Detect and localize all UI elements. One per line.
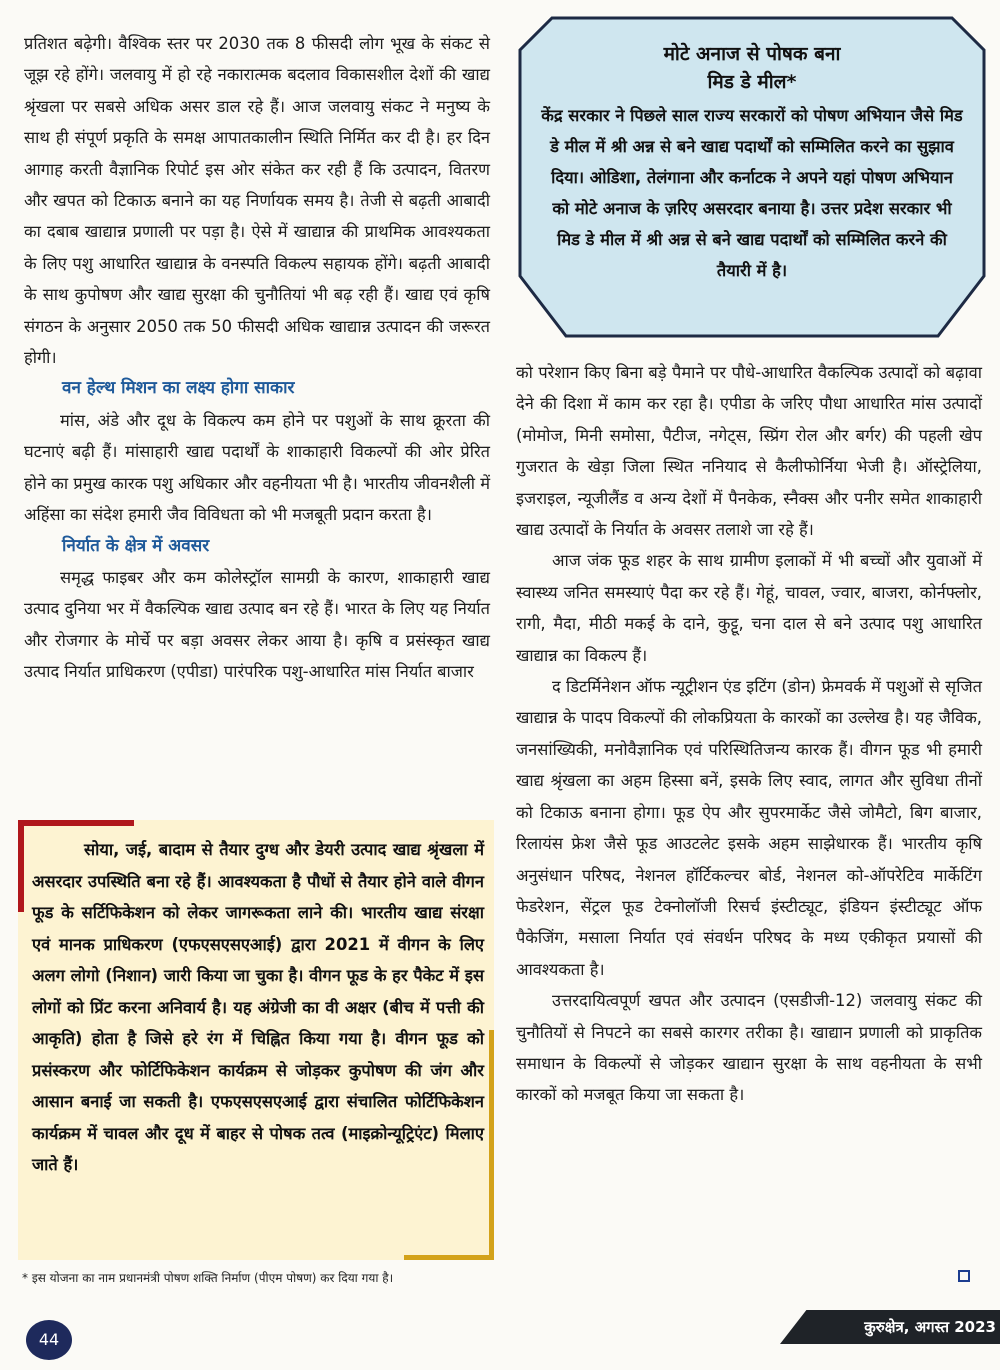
left-paragraph-3: समृद्ध फाइबर और कम कोलेस्ट्रॉल सामग्री के कारण, शाकाहारी खाद्य उत्पाद दुनिया भर में वैकल्पिक खाद्य उत्पाद बन रहे हैं। भारत के लिए यह निर्यात और रोजगार के मोर्चे पर बड़ा अवसर लेकर आया है। कृषि व प्रसंस्कृत खाद्य उत्पाद निर्यात प्राधिकरण (एपीडा) पारंपरिक पशु-आधारित मांस निर्यात बाजार xyxy=(24,567,490,682)
right-paragraph-1: को परेशान किए बिना बड़े पैमाने पर पौधे-आधारित वैकल्पिक उत्पादों को बढ़ावा देने की दिशा में काम कर रहा है। एपीडा के जरिए पौधा आधारित मांस उत्पादों (मोमोज, मिनी समोसा, पैटीज, नगेट्स, स्प्रिंग रोल और बर्गर) की पहली खेप गुजरात के खेड़ा जिला स्थित ननियाद से कैलीफोर्निया भेजी है। ऑस्ट्रेलिया, इजराइल, न्यूजीलैंड व अन्य देशों में पैनकेक, स्नैक्स और पनीर समेत शाकाहारी खाद्य उत्पादों के निर्यात के अवसर तलाशे जा रहे हैं। xyxy=(516,363,982,540)
corner-accent-right xyxy=(489,1030,494,1260)
section-heading-export: निर्यात के क्षेत्र में अवसर xyxy=(62,535,210,556)
footnote: * इस योजना का नाम प्रधानमंत्री पोषण शक्ति निर्माण (पीएम पोषण) कर दिया गया है। xyxy=(22,1271,394,1285)
section-heading-one-health: वन हेल्थ मिशन का लक्ष्य होगा साकार xyxy=(62,378,295,399)
highlight-text: सोया, जई, बादाम से तैयार दुग्ध और डेयरी उत्पाद खाद्य श्रृंखला में असरदार उपस्थिति बना रहे हैं। आवश्यकता है पौधों से तैयार होने वाले वीगन फूड के सर्टिफिकेशन को लेकर जागरूकता लाने की। भारतीय खाद्य संरक्षा एवं मानक प्राधिकरण (एफएसएसएआई) द्वारा 2021 में वीगन के लिए अलग लोगो (निशान) जारी किया जा चुका है। वीगन फूड के हर पैकेट में इस लोगों को प्रिंट करना अनिवार्य है। यह अंग्रेजी का वी अक्षर (बीच में पत्ती की आकृति) होता है जिसे हरे रंग में चिह्नित किया गया है। वीगन फूड को प्रसंस्करण और फोर्टिफिकेशन कार्यक्रम से जोड़कर कुपोषण की जंग और आसान बनाई जा सकती है। एफएसएसएआई द्वारा संचालित फोर्टिफिकेशन कार्यक्रम में चावल और दूध में बाहर से पोषक तत्व (माइक्रोन्यूट्रिएंट) मिलाए जाते हैं। xyxy=(32,840,484,1174)
left-paragraph-2: मांस, अंडे और दूध के विकल्प कम होने पर पशुओं के साथ क्रूरता की घटनाएं बढ़ी हैं। मांसाहारी खाद्य पदार्थों के शाकाहारी विकल्पों की ओर प्रेरित होने का प्रमुख कारक पशु अधिकार और वहनीयता भी है। भारतीय जीवनशैली में अहिंसा का संदेश हमारी जैव विविधता को भी मजबूती प्रदान करता है। xyxy=(24,410,490,525)
article-end-mark xyxy=(958,1270,970,1282)
right-paragraph-3: द डिटर्मिनेशन ऑफ न्यूट्रीशन एंड इटिंग (डोन) फ्रेमवर्क में पशुओं से सृजित खाद्यान्न के पादप विकल्पों की लोकप्रियता के कारकों का उल्लेख है। यह जैविक, जनसांख्यिकी, मनोवैज्ञानिक एवं परिस्थितिजन्य कारक हैं। वीगन फूड भी हमारी खाद्य श्रृंखला का अहम हिस्सा बनें, इसके लिए स्वाद, लागत और सुविधा तीनों को टिकाऊ बनाना होगा। फूड ऐप और सुपरमार्केट जैसे जोमैटो, बिग बाजार, रिलायंस फ्रेश जैसे फूड आउटलेट इसके अहम साझेधारक हैं। भारतीय कृषि अनुसंधान परिषद, नेशनल हॉर्टिकल्चर बोर्ड, नेशनल को-ऑपरेटिव मार्केटिंग फेडरेशन, सेंट्रल फूड टेक्नोलॉजी रिसर्च इंस्टीट्यूट, इंडियन इंस्टीट्यूट ऑफ पैकेजिंग, मसाला निर्यात एवं संवर्धन परिषद के मध्य एकीकृत प्रयासों की आवश्यकता है। xyxy=(516,677,982,979)
right-paragraph-2: आज जंक फूड शहर के साथ ग्रामीण इलाकों में भी बच्चों और युवाओं में स्वास्थ्य जनित समस्याएं पैदा कर रहे हैं। गेहूं, चावल, ज्वार, बाजरा, कोर्नफ्लोर, रागी, मैदा, मीठी मकई के दाने, कुट्टू, चना दाल से बने उत्पाद पशु आधारित खाद्यान्न का विकल्प हैं। xyxy=(516,551,982,665)
right-column xyxy=(516,357,982,1111)
callout-body: केंद्र सरकार ने पिछले साल राज्य सरकारों को पोषण अभियान जैसे मिड डे मील में श्री अन्न से बने खाद्य पदार्थों को सम्मिलित करने का सुझाव दिया। ओडिशा, तेलंगाना और कर्नाटक ने अपने यहां पोषण अभियान को मोटे अनाज के ज़रिए असरदार बनाया है। उत्तर प्रदेश सरकार भी मिड डे मील में श्री अन्न से बने खाद्य पदार्थों को सम्मिलित करने की तैयारी में है। xyxy=(541,106,963,280)
callout-box xyxy=(518,16,986,338)
left-paragraph-1: प्रतिशत बढ़ेगी। वैश्विक स्तर पर 2030 तक 8 फीसदी लोग भूख के संकट से जूझ रहे होंगे। जलवायु में हो रहे नकारात्मक बदलाव विकासशील देशों की खाद्य श्रृंखला पर सबसे अधिक असर डाल रहे हैं। आज जलवायु संकट ने मनुष्य के साथ ही संपूर्ण प्रकृति के समक्ष आपातकालीन स्थिति निर्मित कर दी है। हर दिन आगाह करती वैज्ञानिक रिपोर्ट इस ओर संकेत कर रही हैं कि उत्पादन, वितरण और खपत को टिकाऊ बनाने का यह निर्णायक समय है। तेजी से बढ़ती आबादी का दबाब खाद्यान्न प्रणाली पर पड़ा है। ऐसे में खाद्यान्न की प्राथमिक आवश्यकता के लिए पशु आधारित खाद्यान्न के वनस्पति विकल्प सहायक होंगे। बढ़ती आबादी के साथ कुपोषण और खाद्य सुरक्षा की चुनौतियां भी बढ़ रही हैं। खाद्य एवं कृषि संगठन के अनुसार 2050 तक 50 फीसदी अधिक खाद्यान्न उत्पादन की जरूरत होगी। xyxy=(24,34,490,368)
right-paragraph-4: उत्तरदायित्वपूर्ण खपत और उत्पादन (एसडीजी-12) जलवायु संकट की चुनौतियों से निपटने का सबसे कारगर तरीका है। खाद्यान प्रणाली को प्राकृतिक समाधान के विकल्पों से जोड़कर खाद्यान सुरक्षा के साथ वहनीयता के सभी कारकों को मजबूत किया जा सकता है। xyxy=(516,991,982,1105)
page-number: 44 xyxy=(26,1320,72,1360)
corner-accent-left xyxy=(18,820,24,912)
left-column xyxy=(24,28,490,688)
highlight-box xyxy=(18,820,494,1260)
callout-title-line-1: मोटे अनाज से पोषक बना xyxy=(663,43,841,65)
callout-title-line-2: मिड डे मील* xyxy=(707,71,797,93)
magazine-issue: कुरुक्षेत्र, अगस्त 2023 xyxy=(864,1318,996,1336)
corner-accent-bottom xyxy=(404,1255,494,1260)
corner-accent-top xyxy=(18,820,134,826)
